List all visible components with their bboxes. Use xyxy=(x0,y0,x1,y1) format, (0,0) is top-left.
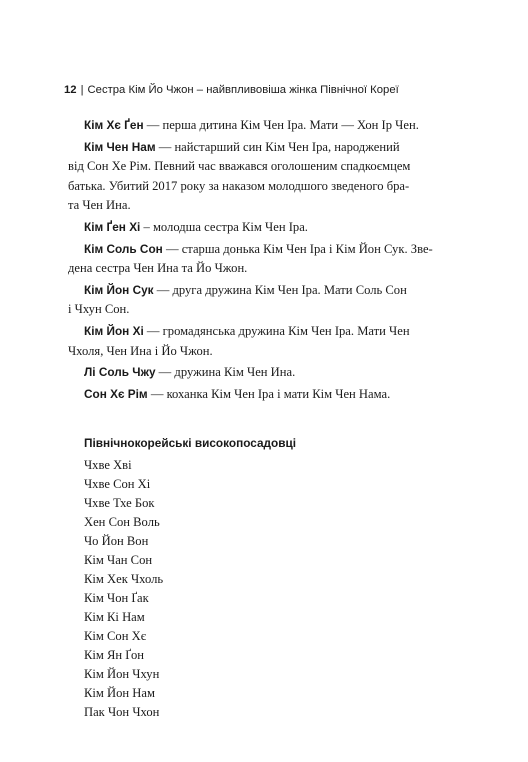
official-name: Хен Сон Воль xyxy=(84,515,160,530)
family-member-name: Кім Хє Ґен xyxy=(84,118,144,132)
header-separator: | xyxy=(80,84,84,96)
family-entry xyxy=(68,240,439,279)
page-content xyxy=(68,116,439,722)
family-member-name: Сон Хє Рім xyxy=(84,386,148,401)
family-entry-text: дена сестра Чен Ина та Йо Чжон. xyxy=(68,261,248,276)
family-entry-text: від Сон Хе Рім. Певний час вважався оголошеним спадкоємцем xyxy=(68,159,411,174)
book-title: Сестра Кім Йо Чжон – найвпливовіша жінка Північної Кореї xyxy=(87,84,399,96)
official-name: Кім Кі Нам xyxy=(84,610,145,625)
family-entry-text: батька. Убитий 2017 року за наказом молодшого зведеного бра- xyxy=(68,178,410,193)
family-member-name: Кім Соль Сон xyxy=(84,241,163,256)
page-number: 12 xyxy=(64,84,77,96)
family-entry-text: та Чен Ина. xyxy=(68,198,131,213)
official-name: Пак Чон Чхон xyxy=(84,705,160,720)
family-entry-text: і Чхун Сон. xyxy=(68,302,130,317)
family-entry-text: – молодша сестра Кім Чен Іра. xyxy=(143,219,308,234)
family-member-name: Кім Йон Сук xyxy=(84,282,154,297)
officials-list xyxy=(84,456,439,722)
family-entry-text: — дружина Кім Чен Ина. xyxy=(158,365,296,380)
official-name: Чхве Сон Хі xyxy=(84,477,151,492)
family-member-name: Кім Ґен Хі xyxy=(84,219,141,234)
family-entry xyxy=(84,363,439,383)
family-member-name: Кім Йон Хі xyxy=(84,323,144,338)
family-member-name: Кім Чен Нам xyxy=(84,139,156,154)
family-entry xyxy=(68,322,439,361)
family-member-name: Лі Соль Чжу xyxy=(84,365,156,380)
official-name: Кім Йон Чхун xyxy=(84,667,160,682)
official-name: Кім Йон Нам xyxy=(84,686,155,701)
family-entry xyxy=(84,385,439,405)
official-name: Кім Чан Сон xyxy=(84,553,153,568)
family-entry xyxy=(68,281,439,320)
official-name: Кім Сон Хє xyxy=(84,629,147,644)
official-name: Кім Чон Ґак xyxy=(84,591,149,606)
running-head xyxy=(64,83,399,97)
family-entry-text: Чхоля, Чен Ина і Йо Чжон. xyxy=(68,343,213,358)
family-entry-text: — найстарший син Кім Чен Іра, народжений xyxy=(158,139,400,154)
family-members-list xyxy=(68,116,439,404)
official-name: Кім Ян Ґон xyxy=(84,648,145,663)
family-entry-text: — коханка Кім Чен Іра і мати Кім Чен Нама. xyxy=(150,386,391,401)
family-entry-text: — друга дружина Кім Чен Іра. Мати Соль Сон xyxy=(156,282,407,297)
family-entry xyxy=(84,116,439,136)
family-entry xyxy=(84,218,439,238)
family-entry xyxy=(68,138,439,216)
official-name: Кім Хек Чхоль xyxy=(84,572,164,587)
officials-section-title: Північнокорейські високопосадовці xyxy=(84,436,296,451)
official-name: Чхве Хві xyxy=(84,458,132,473)
official-name: Чхве Тхе Бок xyxy=(84,496,155,511)
family-entry-text: — перша дитина Кім Чен Іра. Мати — Хон Ір Чен. xyxy=(146,118,419,132)
family-entry-text: — старша донька Кім Чен Іра і Кім Йон Сук. Зве- xyxy=(165,241,433,256)
family-entry-text: — громадянська дружина Кім Чен Іра. Мати Чен xyxy=(146,323,410,338)
official-name: Чо Йон Вон xyxy=(84,534,149,549)
